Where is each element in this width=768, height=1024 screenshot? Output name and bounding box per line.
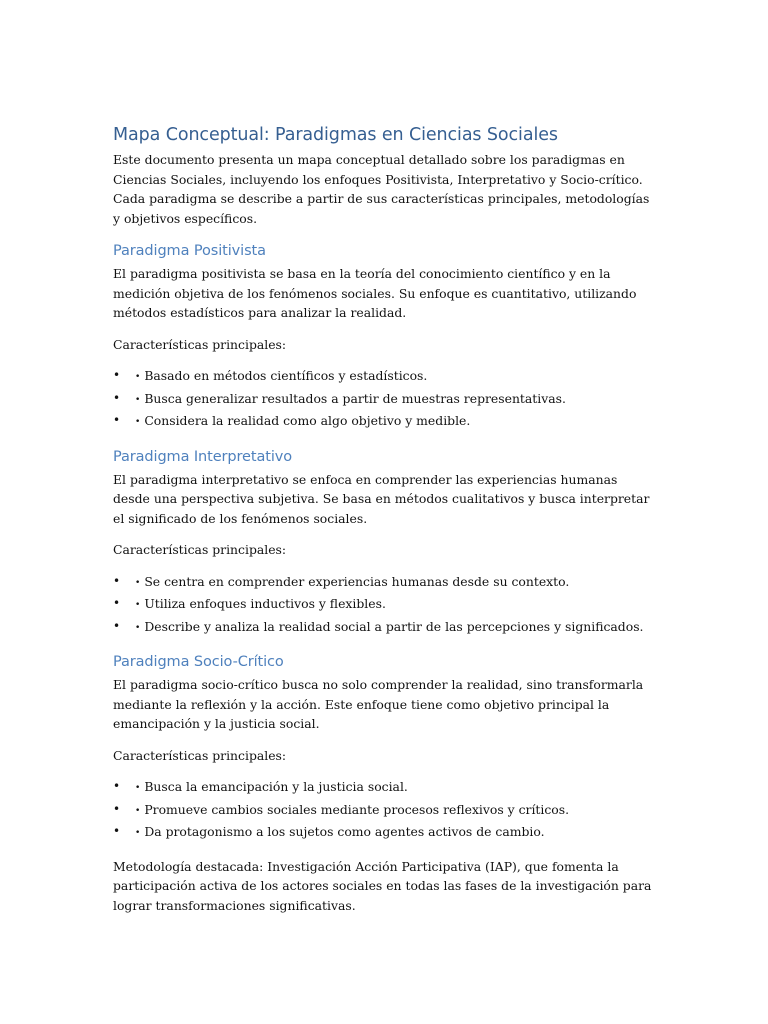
bullet-icon: • xyxy=(113,413,121,427)
inline-dot-icon: • xyxy=(135,577,141,588)
bullet-icon: • xyxy=(113,618,121,633)
list-item-text: Utiliza enfoques inductivos y flexibles. xyxy=(144,596,386,611)
list-item-text: Describe y analiza la realidad social a partir de las percepciones y significados. xyxy=(144,618,644,634)
list-label-interpretativo: Características principales: xyxy=(113,542,287,557)
section-description-positivista: El paradigma positivista se basa en la teoría del conocimiento científico y en la medición objetiva de los fenómenos sociales. Su enfoque es cuantitativo, utilizando métodos estadísticos para analizar la realidad. xyxy=(113,266,637,320)
intro-paragraph: Este documento presenta un mapa conceptual detallado sobre los paradigmas en Ciencias Sociales, incluyendo los enfoques Positivista, Interpretativo y Socio-crítico. Cada paradigma se describe a partir de sus características principales, metodologías y objetivos específicos. xyxy=(113,152,650,226)
bullet-icon: • xyxy=(113,390,121,405)
list-item-text: Considera la realidad como algo objetivo y medible. xyxy=(144,413,471,428)
list-item-text: Basado en métodos científicos y estadísticos. xyxy=(144,368,428,383)
list-item xyxy=(113,777,658,800)
section-heading-positivista: Paradigma Positivista xyxy=(113,243,266,259)
list-item-text: Busca generalizar resultados a partir de muestras representativas. xyxy=(144,390,566,406)
bullet-icon: • xyxy=(113,824,121,838)
list-item xyxy=(113,572,658,595)
inline-dot-icon: • xyxy=(135,394,141,405)
list-item xyxy=(113,594,658,617)
list-item xyxy=(113,800,658,823)
list-item xyxy=(113,389,658,412)
section-heading-interpretativo: Paradigma Interpretativo xyxy=(113,448,293,465)
section-description-interpretativo: El paradigma interpretativo se enfoca en comprender las experiencias humanas desde una perspectiva subjetiva. Se basa en métodos cualitativos y busca interpretar el significado de los fenómenos sociales. xyxy=(113,471,650,526)
inline-dot-icon: • xyxy=(135,417,141,427)
list-item-text: Se centra en comprender experiencias humanas desde su contexto. xyxy=(144,573,570,589)
section-heading-socio-critico: Paradigma Socio-Crítico xyxy=(113,654,284,670)
inline-dot-icon: • xyxy=(135,828,141,838)
inline-dot-icon: • xyxy=(135,600,141,610)
inline-dot-icon: • xyxy=(135,805,141,816)
inline-dot-icon: • xyxy=(135,622,141,633)
characteristics-list-socio-critico xyxy=(113,777,658,845)
list-item-text: Da protagonismo a los sujetos como agentes activos de cambio. xyxy=(144,824,545,839)
list-label-socio-critico: Características principales: xyxy=(113,747,287,763)
bullet-icon: • xyxy=(113,801,121,816)
list-item-text: Promueve cambios sociales mediante procesos reflexivos y críticos. xyxy=(144,801,570,817)
closing-paragraph: Metodología destacada: Investigación Acción Participativa (IAP), que fomenta la participación activa de los actores sociales en todas las fases de la investigación para lograr transformaciones significativas. xyxy=(113,858,652,913)
inline-dot-icon: • xyxy=(135,783,141,793)
bullet-icon: • xyxy=(113,779,121,793)
characteristics-list-positivista xyxy=(113,366,658,434)
bullet-icon: • xyxy=(113,368,121,382)
list-item xyxy=(113,822,658,845)
list-label-positivista: Características principales: xyxy=(113,336,287,352)
list-item xyxy=(113,617,658,640)
list-item-text: Busca la emancipación y la justicia social. xyxy=(144,779,408,794)
bullet-icon: • xyxy=(113,573,121,588)
characteristics-list-interpretativo xyxy=(113,572,658,640)
bullet-icon: • xyxy=(113,596,121,610)
list-item xyxy=(113,366,658,389)
inline-dot-icon: • xyxy=(135,372,141,382)
list-item xyxy=(113,411,658,434)
section-description-socio-critico: El paradigma socio-crítico busca no solo comprender la realidad, sino transformarla mediante la reflexión y la acción. Este enfoque tiene como objetivo principal la emancipación y la justicia social. xyxy=(113,677,644,731)
document-title: Mapa Conceptual: Paradigmas en Ciencias Sociales xyxy=(113,125,558,145)
document-page xyxy=(113,122,658,927)
